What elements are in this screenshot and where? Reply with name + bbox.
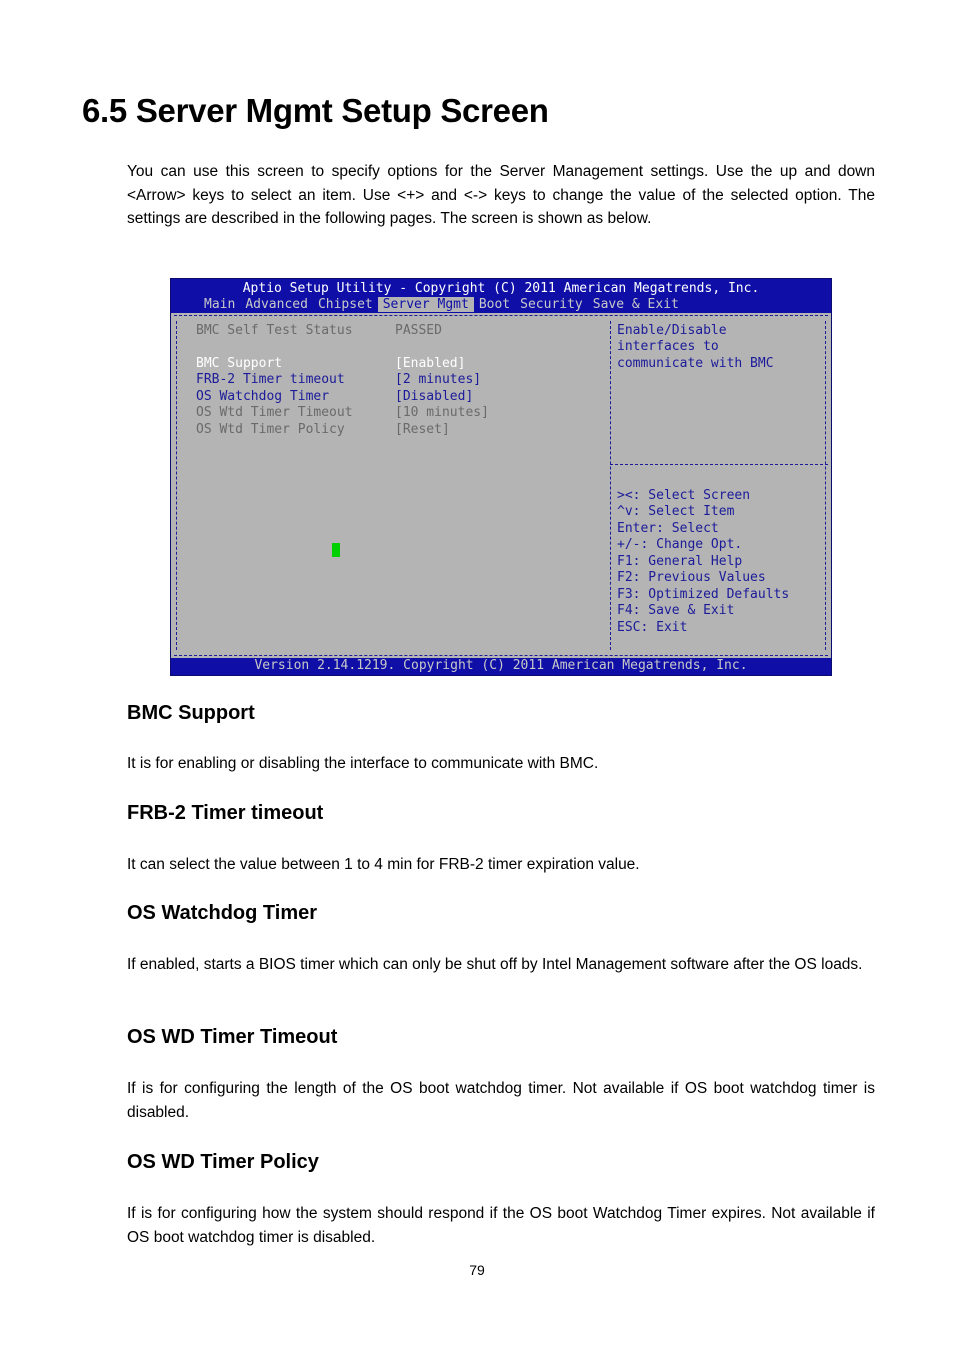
- frame-right-border: [825, 321, 826, 650]
- setting-value-os-wtd-policy: [Reset]: [395, 422, 450, 437]
- bios-tab-main[interactable]: Main: [204, 297, 236, 312]
- section-text-frb2: It can select the value between 1 to 4 min for FRB-2 timer expiration value.: [127, 856, 640, 873]
- section-title-bmc-support: BMC Support: [127, 702, 255, 724]
- bios-title-bar: [171, 279, 831, 313]
- key-help-change-opt: +/-: Change Opt.: [617, 537, 743, 552]
- setting-value-frb2-timeout[interactable]: [2 minutes]: [395, 372, 482, 387]
- section-title-os-watchdog: OS Watchdog Timer: [127, 902, 318, 924]
- setting-label-frb2-timeout[interactable]: FRB-2 Timer timeout: [196, 372, 345, 387]
- intro-paragraph: You can use this screen to specify options for the Server Management settings. Use the up and down <Arrow> keys to select an item. Use <+> and <-> keys to change the value of the selected option. The settings are described in the following pages. The screen is shown as below.: [127, 163, 875, 227]
- bios-tab-save-exit[interactable]: Save & Exit: [592, 297, 679, 312]
- text-cursor: [332, 543, 340, 557]
- help-divider: [610, 464, 828, 465]
- bios-version: Version 2.14.1219. Copyright (C) 2011 American Megatrends, Inc.: [254, 658, 748, 673]
- setting-label-bmc-self-test: BMC Self Test Status: [196, 323, 353, 338]
- section-title-frb2: FRB-2 Timer timeout: [127, 802, 324, 824]
- help-line-1: Enable/Disable: [617, 323, 727, 338]
- bios-tab-chipset[interactable]: Chipset: [317, 297, 373, 312]
- setting-value-os-watchdog[interactable]: [Disabled]: [395, 389, 474, 404]
- help-line-3: communicate with BMC: [617, 356, 774, 371]
- section-title-os-wd-policy: OS WD Timer Policy: [127, 1151, 319, 1173]
- key-help-select-item: ^v: Select Item: [617, 504, 735, 519]
- key-help-f2: F2: Previous Values: [617, 570, 766, 585]
- help-line-2: interfaces to: [617, 339, 719, 354]
- section-text-os-watchdog: If enabled, starts a BIOS timer which can only be shut off by Intel Management software after the OS loads.: [127, 956, 863, 973]
- frame-divider: [610, 321, 611, 650]
- key-help-enter: Enter: Select: [617, 521, 719, 536]
- section-text-os-wd-timeout: If is for configuring the length of the OS boot watchdog timer. Not available if OS boot watchdog timer is disabled.: [127, 1080, 875, 1121]
- setting-value-bmc-self-test: PASSED: [395, 323, 442, 338]
- bios-tab-advanced[interactable]: Advanced: [245, 297, 308, 312]
- key-help-esc: ESC: Exit: [617, 620, 688, 635]
- frame-bottom-border: [174, 655, 828, 656]
- bios-tab-server-mgmt[interactable]: Server Mgmt: [378, 297, 474, 312]
- setting-label-bmc-support[interactable]: BMC Support: [196, 356, 283, 371]
- bios-footer-bar: [171, 658, 831, 675]
- page-number: 79: [469, 1262, 485, 1278]
- frame-top-border: [174, 315, 828, 316]
- setting-label-os-wtd-policy: OS Wtd Timer Policy: [196, 422, 345, 437]
- key-help-f3: F3: Optimized Defaults: [617, 587, 790, 602]
- bios-tab-boot[interactable]: Boot: [478, 297, 511, 312]
- setting-label-os-wtd-timeout: OS Wtd Timer Timeout: [196, 405, 353, 420]
- page-heading: 6.5 Server Mgmt Setup Screen: [82, 92, 549, 129]
- bios-screenshot: [170, 278, 832, 676]
- setting-label-os-watchdog[interactable]: OS Watchdog Timer: [196, 389, 330, 404]
- bios-tab-security[interactable]: Security: [520, 297, 583, 312]
- bios-frame: [174, 313, 828, 658]
- setting-value-bmc-support[interactable]: [Enabled]: [395, 356, 466, 371]
- setting-value-os-wtd-timeout: [10 minutes]: [395, 405, 489, 420]
- section-text-bmc-support: It is for enabling or disabling the interface to communicate with BMC.: [127, 755, 599, 772]
- frame-left-border: [176, 321, 177, 650]
- key-help-select-screen: ><: Select Screen: [617, 488, 751, 503]
- bios-title: Aptio Setup Utility - Copyright (C) 2011 American Megatrends, Inc.: [242, 281, 760, 296]
- key-help-f1: F1: General Help: [617, 554, 743, 569]
- section-title-os-wd-timeout: OS WD Timer Timeout: [127, 1026, 338, 1048]
- bios-tabs: [199, 297, 684, 312]
- key-help-f4: F4: Save & Exit: [617, 603, 735, 618]
- section-text-os-wd-policy: If is for configuring how the system should respond if the OS boot Watchdog Timer expires. Not available if OS boot watchdog timer is disabled.: [127, 1205, 875, 1246]
